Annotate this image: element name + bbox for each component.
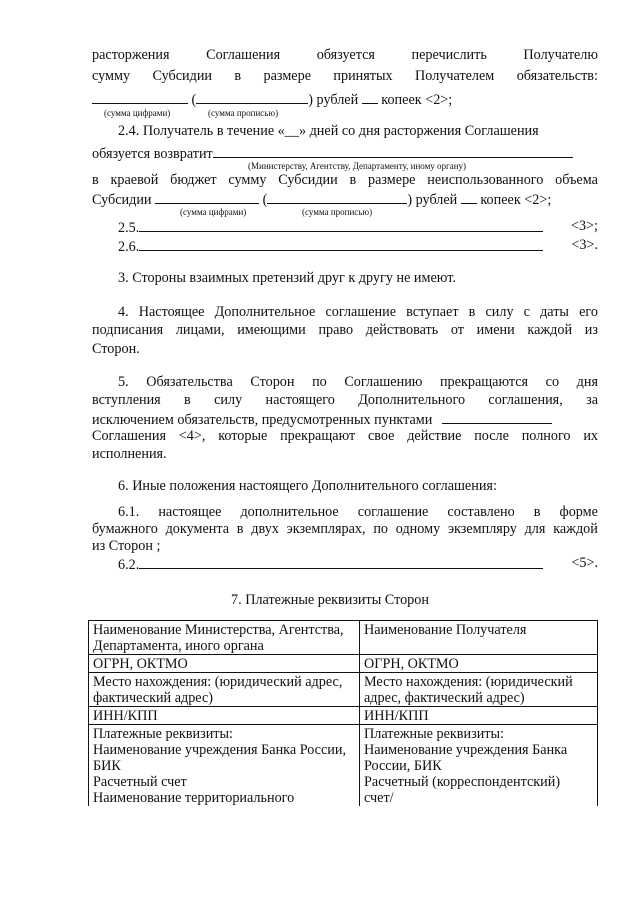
word: обязательств:	[516, 68, 598, 84]
p5-line5: исполнения.	[92, 446, 167, 462]
p5-line4	[92, 428, 598, 444]
bank-name-label: Наименование учреждения Банка России, БИК	[364, 742, 568, 774]
right-name-cell[interactable]: Наименование Получателя	[360, 621, 598, 655]
p26-line	[118, 237, 598, 255]
word: краевой	[110, 172, 159, 188]
word: сумму	[228, 172, 267, 188]
word: свое	[367, 428, 395, 444]
payment-details-table	[88, 620, 598, 806]
word: перечислить	[411, 47, 487, 63]
word: настоящее	[158, 504, 222, 520]
item-blank[interactable]	[139, 555, 543, 569]
word: за	[586, 392, 598, 408]
word: исключением обязательств, предусмотренных пунктами	[92, 412, 433, 428]
word: действие	[407, 428, 462, 444]
word: в	[234, 68, 242, 84]
word: одному	[395, 521, 441, 537]
word: соглашение	[357, 504, 429, 520]
word: экземплярах,	[286, 521, 366, 537]
word: прекращаются	[439, 374, 529, 390]
territorial-label: Наименование территориального	[93, 790, 295, 806]
word: 5.	[118, 374, 129, 390]
word: в	[533, 504, 541, 520]
word: Обязательства	[146, 374, 233, 390]
word: обязуется	[316, 47, 375, 63]
word: в	[92, 172, 99, 188]
right-payment-cell[interactable]	[360, 725, 598, 807]
caption-words: (сумма прописью)	[208, 108, 279, 118]
word: с	[523, 304, 530, 320]
word: лицами,	[175, 322, 225, 338]
p5-line1	[118, 374, 598, 390]
word: дополнительное	[240, 504, 339, 520]
p24-line4	[92, 190, 551, 208]
word: Получателю	[523, 47, 598, 63]
left-payment-cell[interactable]	[89, 725, 360, 807]
word: право	[318, 322, 354, 338]
word: в	[349, 172, 357, 188]
p61-line3: из Сторон ;	[92, 538, 161, 554]
word: Соглашению	[344, 374, 423, 390]
clauses-blank[interactable]	[442, 410, 552, 424]
table-row	[89, 673, 598, 707]
word: соглашения,	[488, 392, 563, 408]
sum-digits-blank[interactable]	[92, 90, 188, 104]
word: Сторон	[250, 374, 295, 390]
p24-line1: 2.4. Получатель в течение «__» дней со дня расторжения Соглашения	[118, 123, 539, 139]
word: прекращают	[280, 428, 356, 444]
word: в	[468, 304, 476, 320]
word: имеющими	[237, 322, 306, 338]
table-row	[89, 655, 598, 673]
payment-label: Платежные реквизиты:	[364, 726, 504, 742]
word: каждой	[553, 521, 598, 537]
word: в	[236, 521, 244, 537]
left-ogrn-cell[interactable]: ОГРН, ОКТМО	[89, 655, 360, 673]
word: 6.1.	[118, 504, 140, 520]
word: вступления	[92, 392, 161, 408]
sum-words-blank[interactable]	[196, 90, 308, 104]
word: 4.	[118, 304, 129, 320]
kopecks-label: копеек <2>;	[381, 92, 453, 108]
left-address-cell[interactable]: Место нахождения: (юридический адрес, фактический адрес)	[89, 673, 360, 707]
sum-digits-blank[interactable]	[155, 190, 259, 204]
kopecks-blank[interactable]	[461, 190, 477, 204]
word: Получателем	[415, 68, 495, 84]
table-row	[89, 707, 598, 725]
right-address-cell[interactable]: Место нахождения: (юридический адрес, фактический адрес)	[360, 673, 598, 707]
p5-line3	[92, 410, 552, 428]
word: размере	[263, 68, 311, 84]
p62-line	[118, 555, 598, 573]
word: Субсидии	[278, 172, 338, 188]
word: подписания	[92, 322, 164, 338]
word: экземпляру	[447, 521, 517, 537]
word: расторжения	[92, 47, 170, 63]
item-blank[interactable]	[139, 218, 543, 232]
word: Субсидии	[92, 192, 152, 208]
section-3: 3. Стороны взаимных претензий друг к другу не имеют.	[118, 270, 456, 286]
caption-digits: (сумма цифрами)	[180, 207, 247, 217]
word: составлено	[447, 504, 515, 520]
rubles-label: ) рублей	[308, 92, 359, 108]
word: полного	[521, 428, 571, 444]
p61-line1	[118, 504, 598, 520]
item-number: 2.5.	[118, 220, 140, 236]
word: Дополнительного	[358, 392, 466, 408]
word: настоящего	[265, 392, 335, 408]
word: бюджет	[170, 172, 217, 188]
org-name-blank[interactable]	[213, 144, 573, 158]
paren-open: (	[262, 192, 268, 208]
word: его	[579, 304, 598, 320]
word: Соглашения	[206, 47, 281, 63]
left-name-cell[interactable]: Наименование Министерства, Агентства, Департамента, иного органа	[89, 621, 360, 655]
word: каждой	[527, 322, 573, 338]
left-inn-cell[interactable]: ИНН/КПП	[89, 707, 360, 725]
p25-line	[118, 218, 598, 236]
word: форме	[559, 504, 598, 520]
word: <4>,	[178, 428, 206, 444]
right-ogrn-cell[interactable]: ОГРН, ОКТМО	[360, 655, 598, 673]
word: размере	[368, 172, 416, 188]
word: бумажного	[92, 521, 158, 537]
word: от	[450, 322, 464, 338]
word: объема	[555, 172, 598, 188]
footnote-ref: <3>.	[571, 237, 598, 253]
table-row	[89, 621, 598, 655]
word: которые	[218, 428, 268, 444]
word: их	[583, 428, 598, 444]
p4-line2	[92, 322, 598, 338]
caption-digits: (сумма цифрами)	[104, 108, 171, 118]
word: действовать	[365, 322, 439, 338]
word: двух	[251, 521, 279, 537]
section-7-title: 7. Платежные реквизиты Сторон	[231, 592, 429, 608]
word: Дополнительное	[214, 304, 316, 320]
item-number: 6.2.	[118, 557, 140, 573]
word: по	[312, 374, 327, 390]
word: из	[584, 322, 598, 338]
word: силу	[214, 392, 243, 408]
kopecks-label: копеек <2>;	[480, 192, 552, 208]
bank-name-label: Наименование учреждения Банка России, БИК	[93, 742, 346, 774]
p61-line2	[92, 521, 598, 537]
caption-words: (сумма прописью)	[302, 207, 373, 217]
footnote-ref: <3>;	[570, 218, 598, 234]
p4-line3: Сторон.	[92, 341, 140, 357]
word: после	[474, 428, 509, 444]
word: соглашение	[325, 304, 397, 320]
word: обязуется возвратит	[92, 146, 213, 162]
word: Субсидии	[152, 68, 213, 84]
footnote-ref: <5>.	[571, 555, 598, 571]
word: сумму	[92, 68, 131, 84]
word: для	[524, 521, 546, 537]
payment-label: Платежные реквизиты:	[93, 726, 233, 742]
p1-line2	[92, 68, 598, 84]
right-inn-cell[interactable]: ИНН/КПП	[360, 707, 598, 725]
word: даты	[540, 304, 569, 320]
rubles-label: ) рублей	[407, 192, 458, 208]
word: имени	[476, 322, 515, 338]
p24-line2	[92, 144, 573, 162]
word: документа	[165, 521, 230, 537]
item-number: 2.6.	[118, 239, 140, 255]
word: в	[184, 392, 191, 408]
table-row	[89, 725, 598, 807]
section-6: 6. Иные положения настоящего Дополнительного соглашения:	[118, 478, 497, 494]
p4-line1	[118, 304, 598, 320]
word: по	[373, 521, 389, 537]
word: принятых	[333, 68, 393, 84]
word: дня	[576, 374, 598, 390]
word: силу	[485, 304, 514, 320]
account-label: Расчетный (корреспондентский) счет/	[364, 774, 561, 806]
account-label: Расчетный счет	[93, 774, 187, 790]
word: вступает	[406, 304, 459, 320]
p1-line1	[92, 47, 598, 63]
caption-org: (Министерству, Агентству, Департаменту, иному органу)	[248, 161, 467, 171]
sum-words-blank[interactable]	[267, 190, 407, 204]
word: неиспользованного	[427, 172, 544, 188]
word: Настоящее	[138, 304, 205, 320]
item-blank[interactable]	[139, 237, 543, 251]
paren-open: (	[191, 92, 197, 108]
word: Соглашения	[92, 428, 166, 444]
word: со	[545, 374, 560, 390]
p1-line3	[92, 90, 452, 108]
p5-line2	[92, 392, 598, 408]
p24-line3	[92, 172, 598, 188]
kopecks-blank[interactable]	[362, 90, 378, 104]
